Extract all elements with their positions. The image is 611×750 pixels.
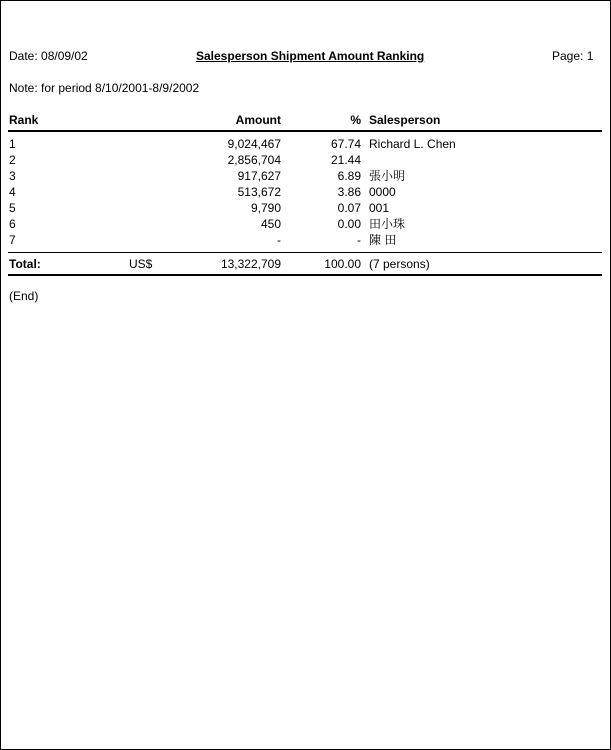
rank-cell: 3 [9, 169, 16, 183]
table-row [1, 137, 610, 153]
page-number: Page: 1 [552, 49, 594, 63]
header-divider [8, 130, 602, 132]
rank-cell: 6 [9, 217, 16, 231]
amount-cell: 513,672 [237, 185, 281, 199]
total-persons: (7 persons) [369, 257, 430, 271]
amount-cell: - [277, 233, 281, 247]
table-row [1, 217, 610, 233]
column-header-percent: % [350, 113, 361, 127]
percent-cell: 6.89 [337, 169, 361, 183]
table-row [1, 153, 610, 169]
salesperson-cell: 陳 田 [369, 233, 397, 247]
total-bottom-divider [8, 274, 602, 276]
table-row [1, 169, 610, 185]
amount-cell: 917,627 [237, 169, 281, 183]
percent-cell: 0.07 [337, 201, 361, 215]
rank-cell: 2 [9, 153, 16, 167]
salesperson-cell: 001 [369, 201, 390, 215]
total-amount: 13,322,709 [220, 257, 281, 271]
percent-cell: 67.74 [330, 137, 361, 151]
amount-cell: 450 [260, 217, 281, 231]
rank-cell: 5 [9, 201, 16, 215]
table-row [1, 233, 610, 249]
total-row [1, 257, 610, 273]
rank-cell: 7 [9, 233, 16, 247]
amount-cell: 2,856,704 [227, 153, 281, 167]
amount-cell: 9,790 [250, 201, 281, 215]
total-top-divider [8, 252, 602, 253]
report-date: Date: 08/09/02 [9, 49, 88, 63]
column-header-row [1, 113, 610, 129]
total-currency: US$ [129, 257, 153, 271]
salesperson-cell: Richard L. Chen [369, 137, 456, 151]
percent-cell: 21.44 [330, 153, 361, 167]
salesperson-cell: 張小明 [369, 169, 406, 183]
column-header-amount: Amount [235, 113, 281, 127]
period-note: Note: for period 8/10/2001-8/9/2002 [9, 81, 200, 95]
percent-cell: - [357, 233, 361, 247]
column-header-rank: Rank [9, 113, 39, 127]
table-row [1, 201, 610, 217]
end-marker: (End) [9, 289, 39, 303]
report-title: Salesperson Shipment Amount Ranking [196, 49, 425, 63]
total-label: Total: [9, 257, 41, 271]
salesperson-cell: 0000 [369, 185, 396, 199]
column-header-salesperson: Salesperson [369, 113, 441, 127]
table-row [1, 185, 610, 201]
percent-cell: 3.86 [337, 185, 361, 199]
total-percent: 100.00 [324, 257, 361, 271]
percent-cell: 0.00 [337, 217, 361, 231]
salesperson-cell: 田小珠 [369, 217, 406, 231]
rank-cell: 4 [9, 185, 16, 199]
amount-cell: 9,024,467 [227, 137, 281, 151]
rank-cell: 1 [9, 137, 16, 151]
